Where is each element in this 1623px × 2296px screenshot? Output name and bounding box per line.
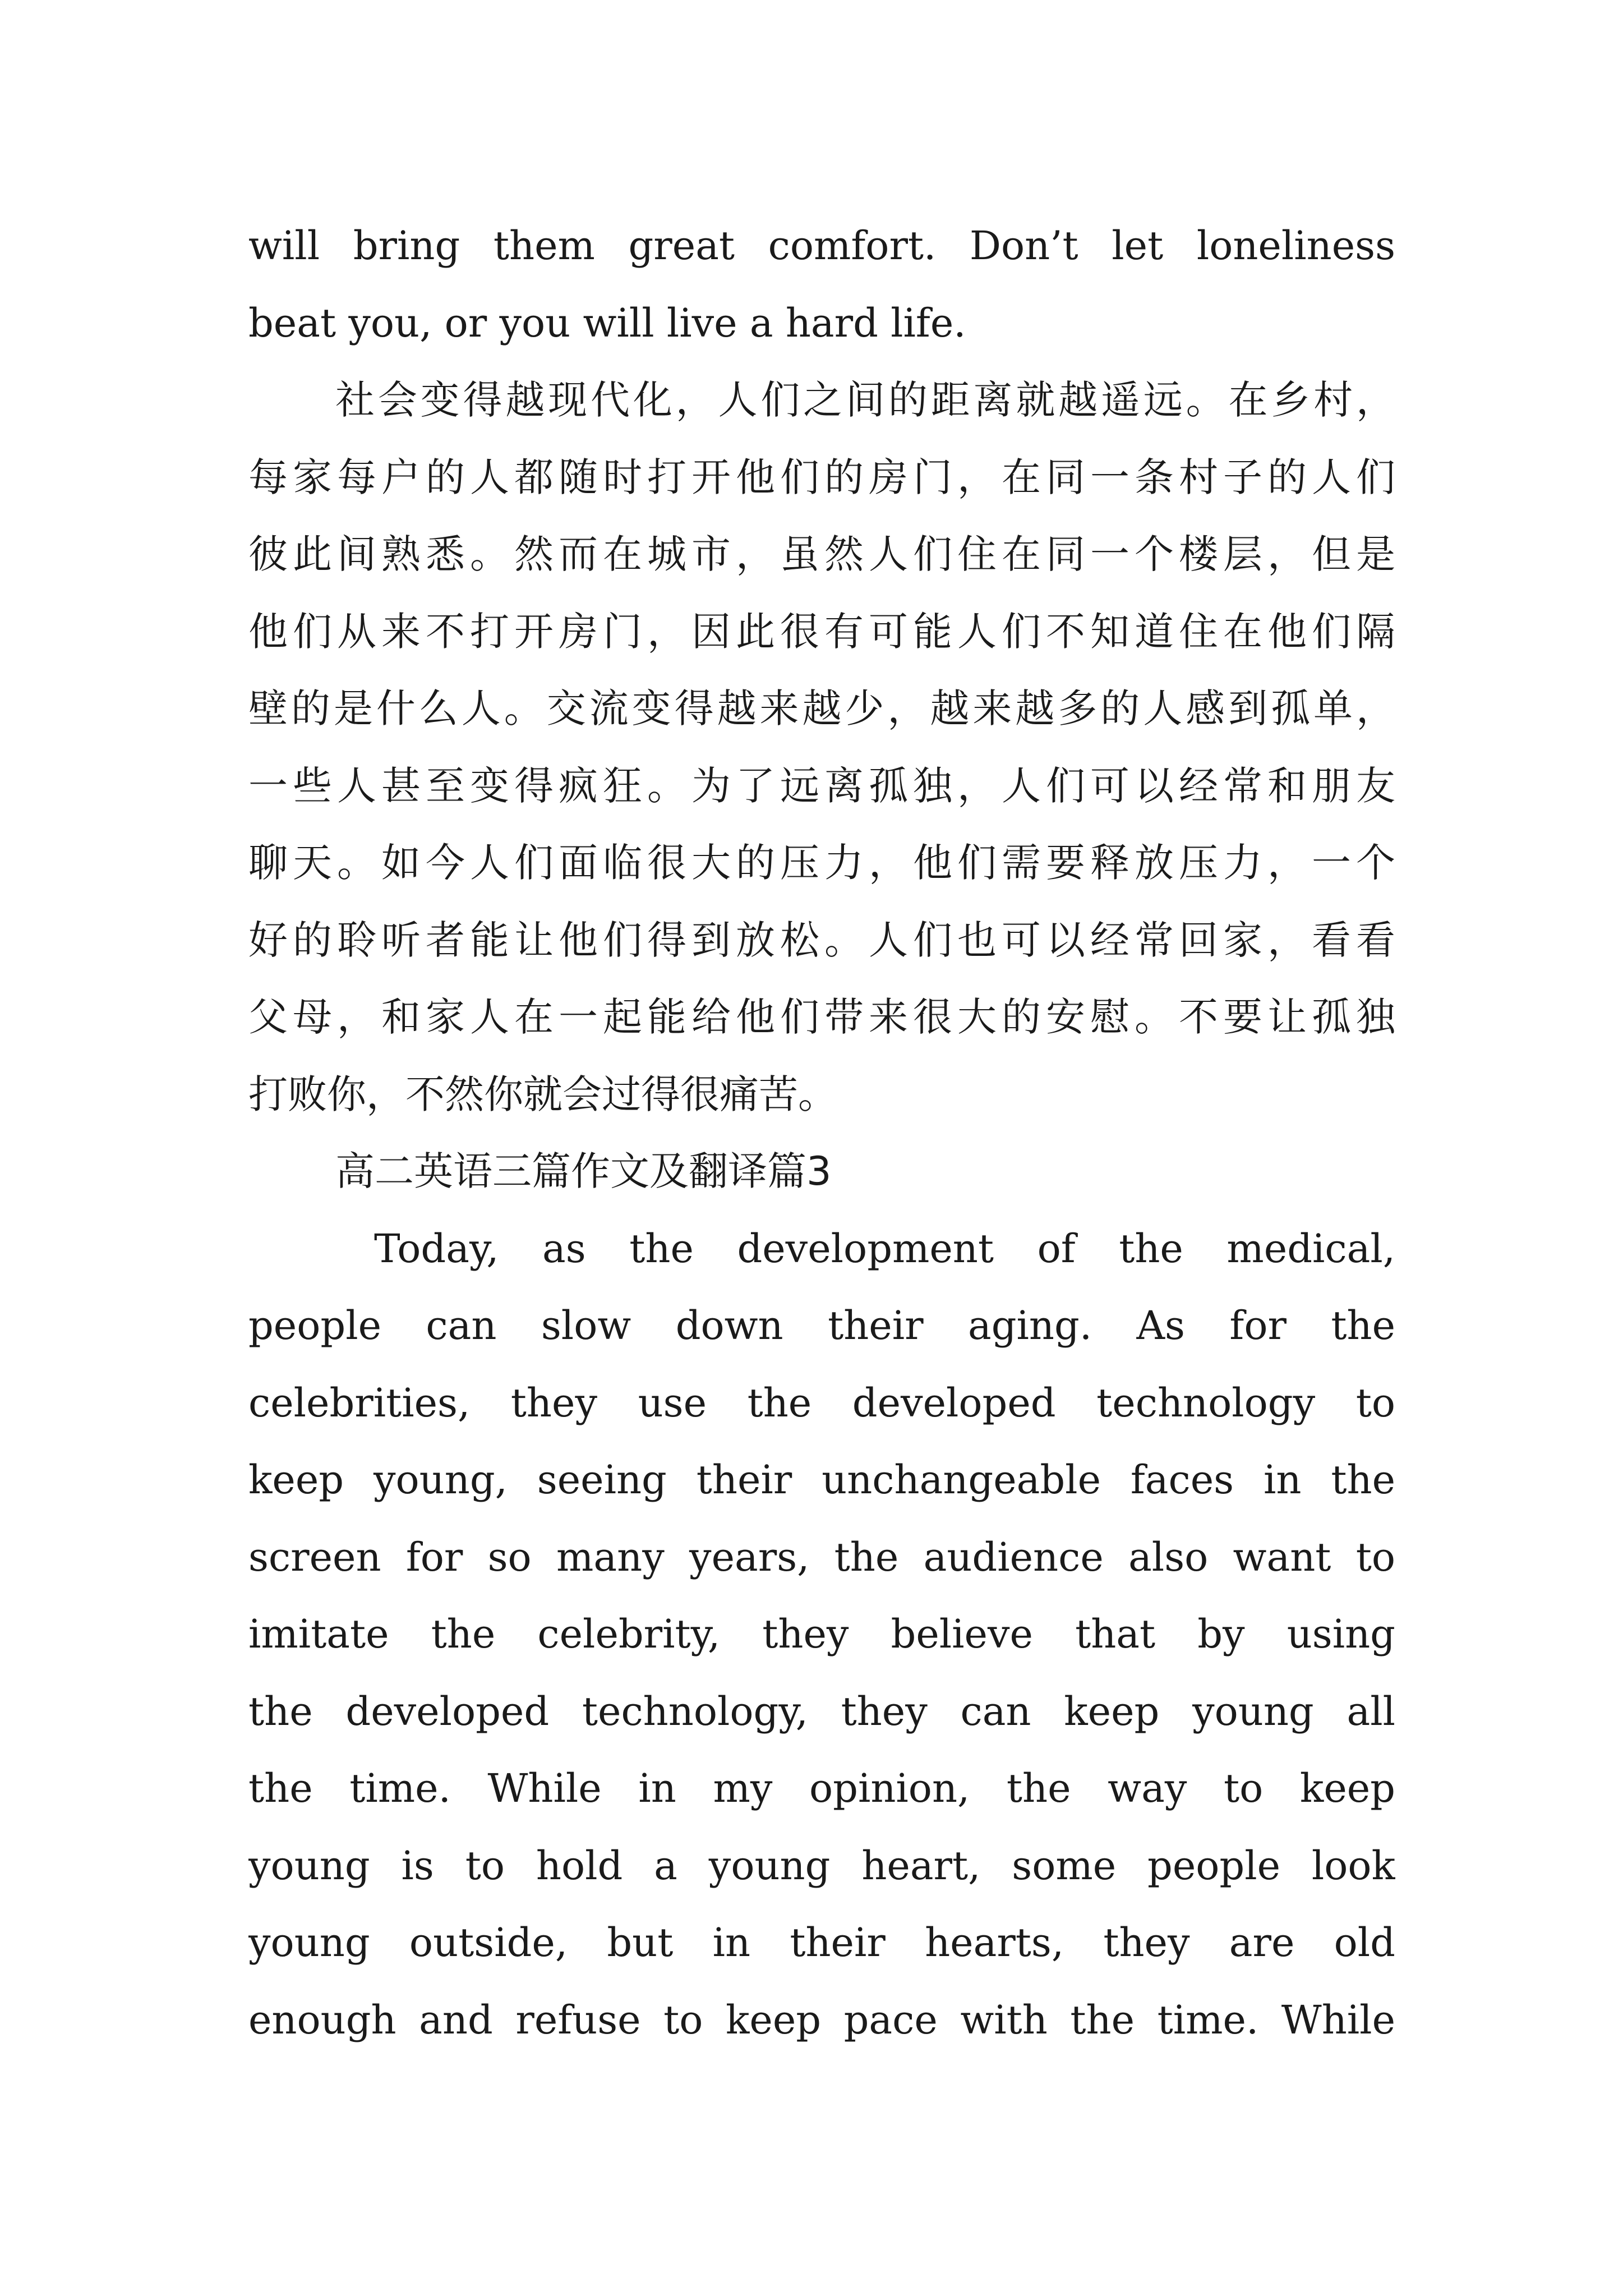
text-line: 打败你，不然你就会过得很痛苦。 (248, 1071, 837, 1117)
text-line: 好的聆听者能让他们得到放松。人们也可以经常回家，看看 (248, 917, 1395, 963)
paragraph-english-essay (248, 1211, 1395, 2059)
text-line: people can slow down their aging. As for the (248, 1303, 1395, 1349)
text-line: 社会变得越现代化，人们之间的距离就越遥远。在乡村， (335, 377, 1395, 423)
document-body (248, 208, 1395, 2059)
text-line: 父母，和家人在一起能给他们带来很大的安慰。不要让孤独 (248, 994, 1395, 1040)
paragraph-english-ending (248, 208, 1395, 362)
text-line: enough and refuse to keep pace with the time. While (248, 1996, 1395, 2043)
text-line: 他们从来不打开房门，因此很有可能人们不知道住在他们隔 (248, 608, 1395, 655)
text-line: Today, as the development of the medical, (374, 1225, 1395, 1272)
text-line: keep young, seeing their unchangeable faces in the (248, 1457, 1395, 1503)
text-line: young outside, but in their hearts, they are old (248, 1920, 1395, 1966)
paragraph-chinese-translation (248, 362, 1395, 1133)
text-line: 壁的是什么人。交流变得越来越少，越来越多的人感到孤单， (248, 685, 1395, 731)
text-line: screen for so many years, the audience also want to (248, 1534, 1395, 1580)
text-line: will bring them great comfort. Don’t let loneliness (248, 223, 1395, 269)
text-line: celebrities, they use the developed technology to (248, 1379, 1395, 1426)
text-line: the developed technology, they can keep young all (248, 1688, 1395, 1734)
text-line: young is to hold a young heart, some people look (248, 1842, 1395, 1889)
section-heading: 高二英语三篇作文及翻译篇3 (335, 1148, 832, 1194)
text-line: beat you, or you will live a hard life. (248, 300, 966, 346)
text-line: 一些人甚至变得疯狂。为了远离孤独，人们可以经常和朋友 (248, 762, 1395, 809)
text-line: the time. While in my opinion, the way to keep (248, 1765, 1395, 1811)
text-line: 聊天。如今人们面临很大的压力，他们需要释放压力，一个 (248, 840, 1395, 886)
text-line: 每家每户的人都随时打开他们的房门，在同一条村子的人们 (248, 454, 1395, 500)
text-line: imitate the celebrity, they believe that by using (248, 1611, 1395, 1657)
text-line: 彼此间熟悉。然而在城市，虽然人们住在同一个楼层，但是 (248, 531, 1395, 577)
